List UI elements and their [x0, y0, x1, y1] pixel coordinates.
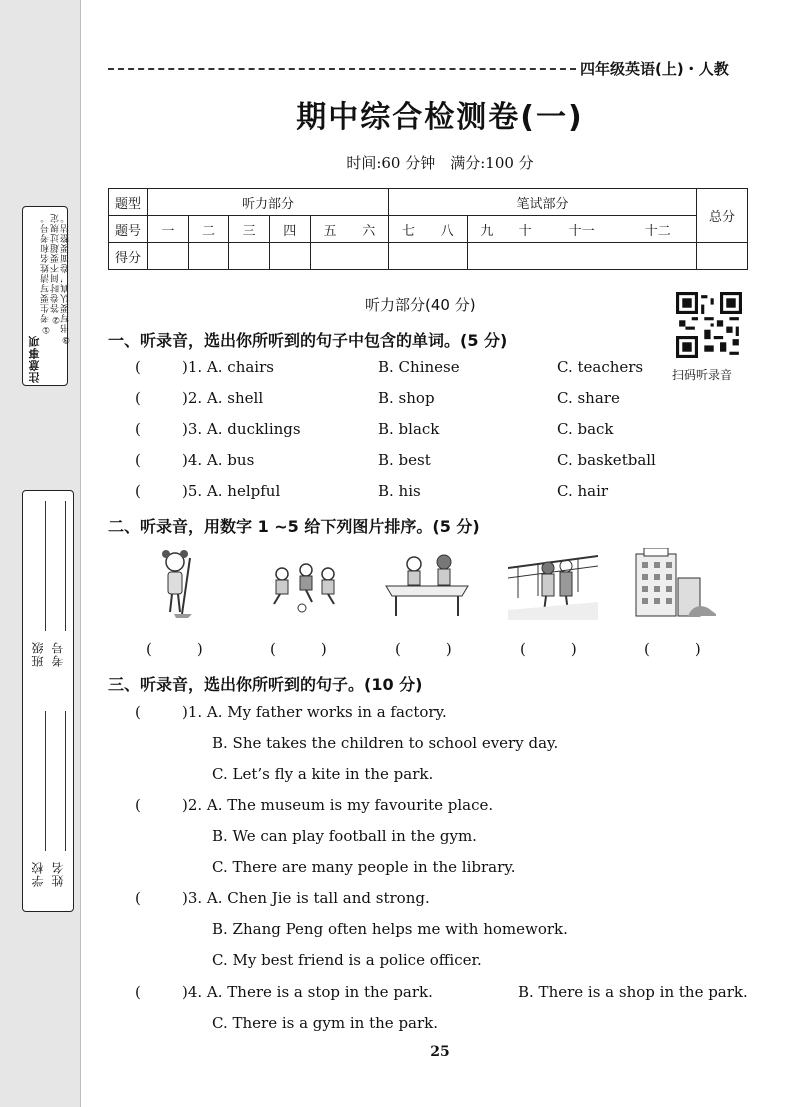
question-option-b: B. his: [378, 482, 421, 500]
children-playing-picture: [262, 548, 352, 620]
hospital-building-picture: [628, 548, 718, 620]
q-number: 十二: [619, 216, 696, 243]
listening-label: 听力部分: [148, 189, 389, 216]
question-option-c: C. My best friend is a police officer.: [212, 951, 482, 969]
field-class: 班级: [31, 641, 45, 667]
score-table: [108, 188, 748, 270]
qr-code-icon[interactable]: [676, 292, 742, 358]
section2-title: 二、听录音，用数字 1 ~5 给下列图片排序。(5 分): [108, 517, 480, 536]
notice-line-1: ①考生要写清姓名和考号。: [41, 213, 51, 334]
question-option-b: B. Zhang Peng often helps me with homework.: [212, 920, 568, 938]
score-cell[interactable]: [310, 243, 388, 270]
question-option-b: B. shop: [378, 389, 435, 407]
question-option-b: B. black: [378, 420, 440, 438]
order-blank[interactable]: ( ): [644, 640, 701, 658]
q-number: 四: [269, 216, 310, 243]
order-blank[interactable]: ( ): [146, 640, 203, 658]
field-name: 姓名: [51, 861, 65, 887]
score-cell[interactable]: [229, 243, 270, 270]
listening-header: 听力部分(40 分): [365, 296, 476, 314]
exam-no-line: [65, 501, 66, 631]
question-option-a: )1. A. chairs: [182, 358, 274, 376]
question-option-b: B. There is a shop in the park.: [518, 983, 748, 1001]
notice-line-2: ②答卷时间不要超过规定: [51, 213, 61, 324]
row-label-score: 得分: [109, 243, 148, 270]
q-number: 七: [389, 216, 428, 243]
order-blank[interactable]: ( ): [395, 640, 452, 658]
page-title: 期中综合检测卷(一): [296, 100, 584, 135]
row-label-type: 题型: [109, 189, 148, 216]
score-cell[interactable]: [467, 243, 697, 270]
class-line: [45, 501, 46, 631]
q-number: 八: [428, 216, 467, 243]
order-blank[interactable]: ( ): [520, 640, 577, 658]
answer-paren[interactable]: (: [135, 983, 141, 1001]
score-cell[interactable]: [389, 243, 467, 270]
notice-box: [22, 206, 71, 386]
q-number: 六: [349, 216, 388, 243]
answer-paren[interactable]: (: [135, 889, 141, 907]
score-cell[interactable]: [269, 243, 310, 270]
time-info: 时间:60 分钟 满分:100 分: [346, 154, 534, 172]
question-option-a: )4. A. bus: [182, 451, 255, 469]
q-number: 十一: [544, 216, 619, 243]
order-blank[interactable]: ( ): [270, 640, 327, 658]
question-option-c: C. There are many people in the library.: [212, 858, 516, 876]
question-option-a: )2. A. The museum is my favourite place.: [182, 796, 494, 814]
score-cell[interactable]: [697, 243, 748, 270]
question-option-b: B. We can play football in the gym.: [212, 827, 477, 845]
answer-paren[interactable]: (: [135, 796, 141, 814]
question-option-b: B. Chinese: [378, 358, 460, 376]
answer-paren[interactable]: (: [135, 358, 141, 376]
question-option-c: C. teachers: [557, 358, 644, 376]
question-option-b: B. She takes the children to school every day.: [212, 734, 559, 752]
question-option-c: C. There is a gym in the park.: [212, 1014, 439, 1032]
section3-title: 三、听录音，选出你所听到的句子。(10 分): [108, 675, 423, 694]
total-label: 总分: [697, 189, 748, 243]
q-number: 九: [467, 216, 506, 243]
name-line: [65, 711, 66, 851]
question-option-c: C. basketball: [557, 451, 656, 469]
q-number: 五: [310, 216, 349, 243]
subject-header: 四年级英语(上)・人教: [580, 60, 729, 78]
q-number: 十: [506, 216, 544, 243]
answer-paren[interactable]: (: [135, 451, 141, 469]
question-option-c: C. back: [557, 420, 614, 438]
question-option-a: )1. A. My father works in a factory.: [182, 703, 447, 721]
answer-paren[interactable]: (: [135, 703, 141, 721]
row-label-number: 题号: [109, 216, 148, 243]
student-info-box: [22, 490, 74, 912]
question-option-a: )5. A. helpful: [182, 482, 281, 500]
answer-paren[interactable]: (: [135, 482, 141, 500]
school-line: [45, 711, 46, 851]
q-number: 三: [229, 216, 270, 243]
children-at-table-picture: [382, 548, 472, 620]
notice-line-3: ③书写要认真，卷面要整洁。: [61, 213, 71, 344]
score-cell[interactable]: [188, 243, 229, 270]
header-dashes: [108, 68, 576, 70]
question-option-c: C. share: [557, 389, 620, 407]
question-option-a: )3. A. ducklings: [182, 420, 301, 438]
field-school: 学校: [31, 861, 45, 887]
field-exam-no: 考号: [51, 641, 65, 667]
score-cell[interactable]: [148, 243, 189, 270]
notice-title: 注意事项: [28, 335, 41, 383]
qr-caption: 扫码听录音: [672, 368, 733, 382]
section1-title: 一、听录音，选出你所听到的句子中包含的单词。(5 分): [108, 331, 508, 350]
written-label: 笔试部分: [389, 189, 697, 216]
question-option-a: )4. A. There is a stop in the park.: [182, 983, 433, 1001]
people-at-railing-picture: [508, 548, 598, 620]
question-option-a: )3. A. Chen Jie is tall and strong.: [182, 889, 430, 907]
question-option-b: B. best: [378, 451, 431, 469]
page-number: 25: [430, 1044, 450, 1060]
answer-paren[interactable]: (: [135, 389, 141, 407]
question-option-c: C. hair: [557, 482, 609, 500]
question-option-a: )2. A. shell: [182, 389, 264, 407]
girl-sweeping-picture: [140, 548, 230, 620]
q-number: 二: [188, 216, 229, 243]
answer-paren[interactable]: (: [135, 420, 141, 438]
question-option-c: C. Let’s fly a kite in the park.: [212, 765, 434, 783]
q-number: 一: [148, 216, 189, 243]
